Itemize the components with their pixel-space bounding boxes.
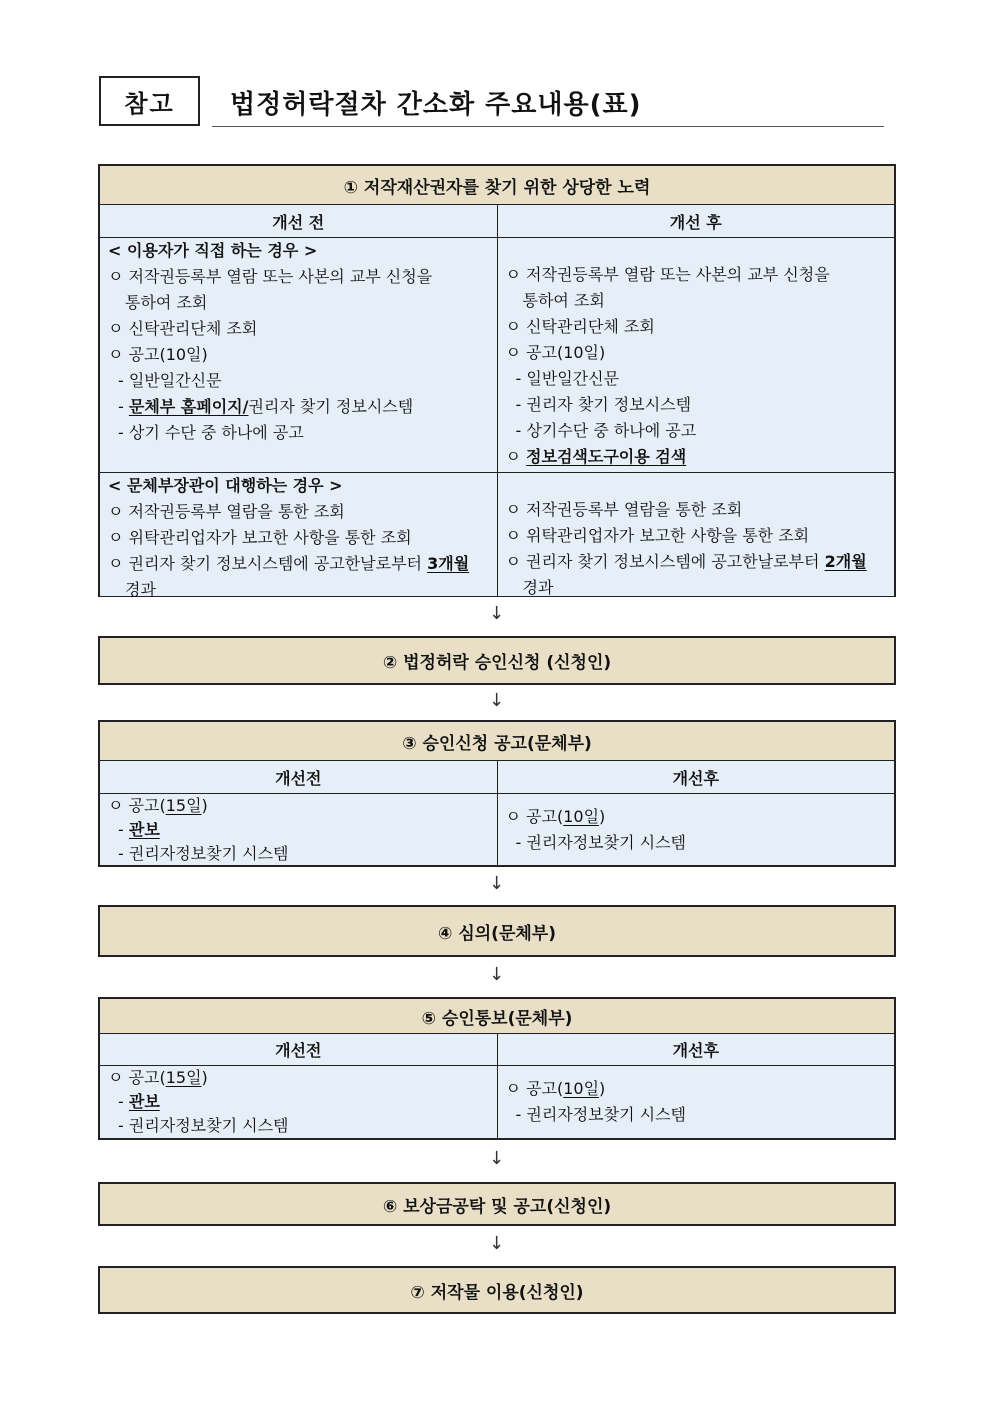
stage6-box — [98, 1182, 896, 1226]
text-line: ㅇ 저작권등록부 열람 또는 사본의 교부 신청을 — [505, 265, 830, 284]
text: ) — [201, 796, 208, 815]
text-line: ㅇ 위탁관리업자가 보고한 사항을 통한 조회 — [505, 526, 810, 545]
text-line: - 권리자정보찾기 시스템 — [515, 832, 687, 852]
underlined-text: 문체부 홈페이지/ — [128, 397, 249, 416]
text-line — [506, 549, 887, 575]
text: ) — [201, 1068, 208, 1087]
text-line: ㅇ 저작권등록부 열람 또는 사본의 교부 신청을 — [108, 267, 433, 286]
underlined-text: 정보검색도구이용 검색 — [526, 447, 687, 466]
title-underline — [212, 126, 884, 127]
underlined-text: 3개월 — [427, 554, 470, 573]
text-line: - 상기 수단 중 하나에 공고 — [118, 423, 304, 442]
stage5-row — [100, 1066, 894, 1138]
stage5-box — [98, 997, 896, 1140]
stage2-title: ② 법정허락 승인신청 (신청인) — [382, 653, 612, 673]
direct-user-heading: < 이용자가 직접 하는 경우 > — [108, 241, 318, 260]
stage1-row2-before — [100, 473, 498, 599]
text-line — [108, 1066, 489, 1090]
text-line — [506, 804, 887, 830]
page-title: 법정허락절차 간소화 주요내용(표) — [230, 90, 642, 120]
stage5-subheader — [100, 1034, 894, 1066]
text-line: - 권리자정보찾기 시스템 — [118, 844, 289, 863]
underlined-text: 관보 — [128, 820, 160, 839]
text-line: ㅇ 신탁관리단체 조회 — [505, 317, 655, 336]
text-line: ㅇ 신탁관리단체 조회 — [108, 319, 258, 338]
stage5-after-label: 개선후 — [498, 1034, 895, 1066]
minister-heading: < 문체부장관이 대행하는 경우 > — [108, 476, 343, 495]
text: ㅇ 공고( — [108, 796, 166, 815]
text-line: 통하여 조회 — [125, 293, 208, 312]
text-line: - 권리자정보찾기 시스템 — [515, 1105, 687, 1124]
down-arrow-icon: ↓ — [489, 1148, 505, 1169]
text: ) — [599, 806, 606, 826]
text-line — [108, 551, 489, 577]
stage3-row — [100, 794, 894, 865]
text-line: - 일반일간신문 — [118, 371, 222, 390]
stage1-row2 — [100, 473, 894, 599]
text: ㅇ 공고( — [505, 1079, 564, 1098]
stage6-title: ⑥ 보상금공탁 및 공고(신청인) — [382, 1196, 612, 1217]
text: ) — [599, 1079, 606, 1098]
stage7-box — [98, 1266, 896, 1314]
down-arrow-icon: ↓ — [489, 603, 505, 624]
stage3-title: ③ 승인신청 공고(문체부) — [100, 722, 894, 761]
text-line: ㅇ 공고(10일) — [108, 345, 208, 364]
text: ㅇ 권리자 찾기 정보시스템에 공고한날로부터 — [505, 552, 825, 571]
text-line: - 상기수단 중 하나에 공고 — [515, 421, 697, 440]
dash: - — [118, 1092, 129, 1111]
down-arrow-icon: ↓ — [489, 1233, 505, 1254]
stage1-row2-after — [498, 473, 895, 596]
text-line — [108, 818, 489, 842]
underlined-text: 15일 — [165, 1068, 202, 1087]
text-line: ㅇ 저작권등록부 열람을 통한 조회 — [505, 500, 743, 519]
stage3-box — [98, 720, 896, 867]
text: ㅇ 권리자 찾기 정보시스템에 공고한날로부터 — [108, 554, 428, 573]
stage5-before-label: 개선전 — [100, 1034, 498, 1066]
text-line: - 권리자 찾기 정보시스템 — [515, 395, 692, 414]
underlined-text: 10일 — [563, 1079, 600, 1098]
down-arrow-icon: ↓ — [489, 690, 505, 711]
text-line: ㅇ 위탁관리업자가 보고한 사항을 통한 조회 — [108, 528, 412, 547]
bullet: ㅇ — [505, 447, 527, 466]
down-arrow-icon: ↓ — [489, 964, 505, 985]
underlined-text: 2개월 — [824, 552, 867, 571]
stage1-subheader — [100, 205, 894, 238]
text-line: 경과 — [125, 580, 156, 599]
stage5-title: ⑤ 승인통보(문체부) — [100, 999, 894, 1034]
stage1-row1-before — [100, 238, 498, 472]
text-line — [108, 394, 489, 420]
text-line — [108, 794, 489, 818]
stage5-after — [498, 1066, 895, 1138]
text-line: ㅇ 공고(10일) — [505, 343, 606, 362]
stage1-before-label: 개선 전 — [100, 205, 498, 238]
stage2-box — [98, 636, 896, 685]
text-line: - 권리자정보찾기 시스템 — [118, 1116, 289, 1135]
text-line: ㅇ 저작권등록부 열람을 통한 조회 — [108, 502, 345, 521]
down-arrow-icon: ↓ — [489, 873, 505, 894]
stage4-box — [98, 905, 896, 957]
text-line: 경과 — [522, 578, 554, 597]
stage5-before — [100, 1066, 498, 1138]
underlined-text: 관보 — [128, 1092, 160, 1111]
reference-badge: 참고 — [99, 76, 200, 126]
stage7-title: ⑦ 저작물 이용(신청인) — [410, 1282, 584, 1303]
text-line: - 일반일간신문 — [515, 369, 620, 388]
stage1-box — [98, 164, 896, 597]
stage3-after — [498, 794, 895, 865]
stage3-before — [100, 794, 498, 865]
stage3-before-label: 개선전 — [100, 761, 498, 794]
text: ㅇ 공고( — [108, 1068, 166, 1087]
text-line: 통하여 조회 — [522, 291, 605, 310]
underlined-text: 10일 — [563, 806, 600, 826]
stage1-after-label: 개선 후 — [498, 205, 895, 238]
dash: - — [118, 397, 129, 416]
stage1-title: ① 저작재산권자를 찾기 위한 상당한 노력 — [100, 166, 894, 205]
stage3-subheader — [100, 761, 894, 794]
text: ㅇ 공고( — [505, 806, 564, 826]
stage1-row1-after — [498, 238, 895, 472]
text-line — [506, 1076, 887, 1102]
text-line — [506, 444, 887, 470]
dash: - — [118, 820, 129, 839]
text-line — [108, 1090, 489, 1114]
stage1-row1 — [100, 238, 894, 473]
text: 권리자 찾기 정보시스템 — [248, 397, 414, 416]
stage4-title: ④ 심의(문체부) — [438, 923, 556, 944]
stage3-after-label: 개선후 — [498, 761, 895, 794]
underlined-text: 15일 — [165, 796, 202, 815]
